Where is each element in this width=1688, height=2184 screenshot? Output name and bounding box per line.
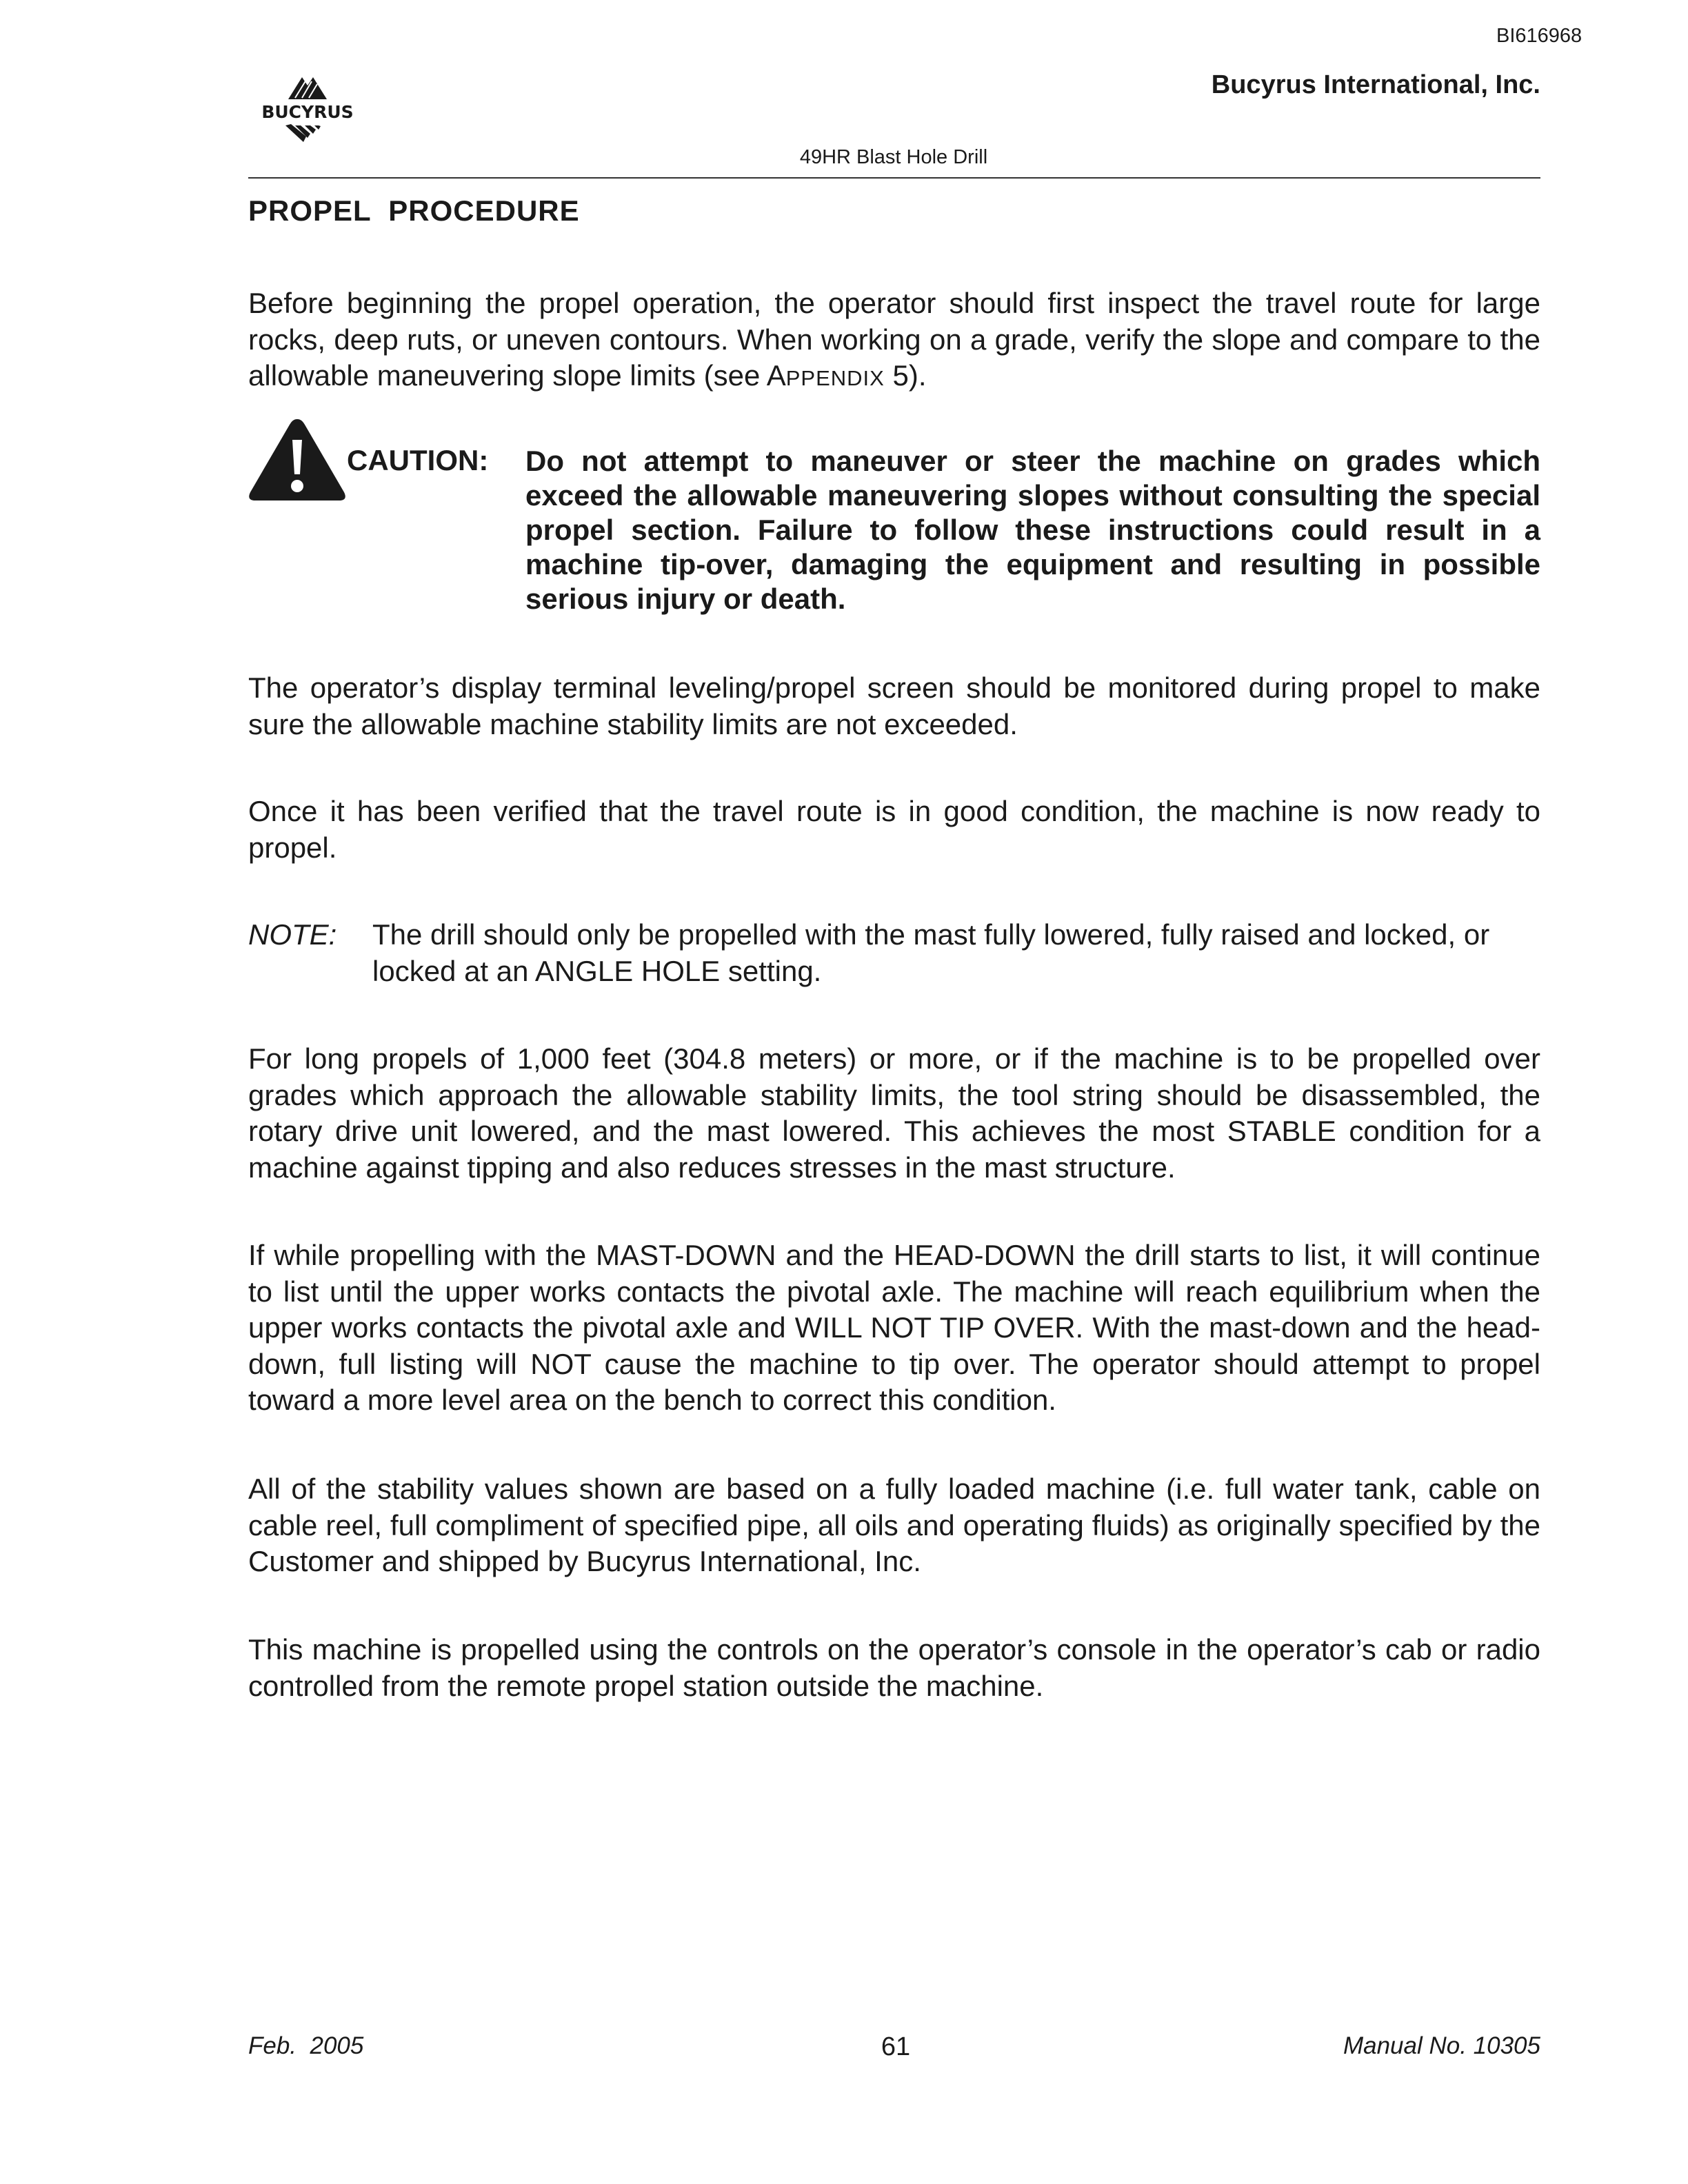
- paragraph-long-propels: For long propels of 1,000 feet (304.8 meters) or more, or if the machine is to be propelled over grades which approach the allowable stability limits, the tool string should be disassembled, the rotary drive unit lowered, and the mast lowered. This achieves the most STABLE condition for a machine against tipping and also reduces stresses in the mast structure.: [248, 1042, 1540, 1184]
- paragraph-text: Before beginning the propel operation, the operator should first inspect the travel route for large rocks, deep ruts, or uneven contours. When working on a grade, verify the slope and compare to the allowable maneuvering slope limits (see: [248, 287, 1540, 392]
- section-title: PROPEL PROCEDURE: [248, 194, 580, 227]
- footer-date: Feb. 2005: [248, 2032, 364, 2059]
- document-id: BI616968: [1496, 25, 1582, 47]
- caution-text: Do not attempt to maneuver or steer the machine on grades which exceed the allowable maneuvering slopes without consulting the special propel section. Failure to follow these instructions could result in a machine tip-over, damaging the equipment and resulting in possible serious injury or death.: [525, 445, 1540, 615]
- note-text: The drill should only be propelled with the mast fully lowered, fully raised and locked, or locked at an ANGLE HOLE setting.: [372, 918, 1490, 987]
- warning-triangle-icon: [247, 416, 348, 503]
- paragraph-propel-controls: This machine is propelled using the controls on the operator’s console in the operator’s cab or radio controlled from the remote propel station outside the machine.: [248, 1633, 1540, 1702]
- bucyrus-logo: [245, 72, 370, 148]
- paragraph-display-terminal: The operator’s display terminal leveling/propel screen should be monitored during propel to make sure the allowable machine stability limits are not exceeded.: [248, 671, 1540, 740]
- company-name: Bucyrus International, Inc.: [1211, 70, 1540, 99]
- paragraph-route-inspection: Before beginning the propel operation, the operator should first inspect the travel route for large rocks, deep ruts, or uneven contours. When working on a grade, verify the slope and compare to the allowable maneuvering slope limits (see APPENDIX 5).: [248, 287, 1540, 392]
- paragraph-listing: If while propelling with the MAST-DOWN and the HEAD-DOWN the drill starts to list, it will continue to list until the upper works contacts the pivotal axle. The machine will reach equilibrium when the upper works contacts the pivotal axle and WILL NOT TIP OVER. With the mast-down and the head-down, full listing will NOT cause the machine to tip over. The operator should attempt to propel toward a more level area on the bench to correct this condition.: [248, 1239, 1540, 1416]
- page-number: 61: [881, 2032, 911, 2061]
- header-divider: [248, 177, 1540, 179]
- svg-text:BUCYRUS: BUCYRUS: [261, 102, 354, 122]
- paragraph-ready-to-propel: Once it has been verified that the travel route is in good condition, the machine is now ready to propel.: [248, 795, 1540, 864]
- note-label: NOTE:: [248, 918, 337, 951]
- product-name: 49HR Blast Hole Drill: [799, 146, 988, 168]
- appendix-reference: APPENDIX: [766, 359, 885, 392]
- paragraph-stability-values: All of the stability values shown are based on a fully loaded machine (i.e. full water tank, cable on cable reel, full compliment of specified pipe, all oils and operating fluids) as originally specified by the Customer and shipped by Bucyrus International, Inc.: [248, 1473, 1540, 1577]
- manual-number: Manual No. 10305: [1343, 2032, 1540, 2059]
- caution-label: CAUTION:: [347, 444, 489, 476]
